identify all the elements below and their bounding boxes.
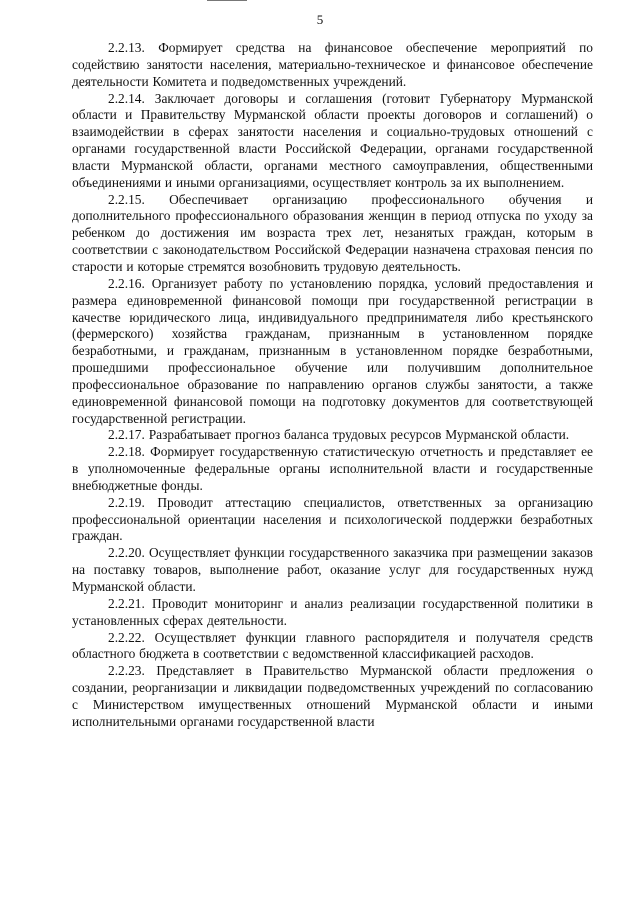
paragraph-2-2-20 [72, 545, 593, 596]
paragraph-number: 2.2.15. [108, 191, 145, 207]
paragraph-text: Формирует средства на финансовое обеспечение мероприятий по содействию занятости населения, материально-техническое и финансовое обеспечение деятельности Комитета и подведомственных учреждений. [72, 40, 593, 89]
paragraph-2-2-16 [72, 276, 593, 428]
paragraph-2-2-18 [72, 444, 593, 495]
paragraph-number: 2.2.13. [108, 40, 145, 55]
paragraph-text: Формирует государственную статистическую отчетность и представляет ее в уполномоченные федеральные органы исполнительной власти и государственные внебюджетные фонды. [72, 444, 593, 493]
paragraph-text: Осуществляет функции главного распорядителя и получателя средств областного бюджета в соответствии с ведомственной классификацией расходов. [72, 629, 593, 662]
paragraph-number: 2.2.17. [108, 427, 145, 443]
paragraph-number: 2.2.16. [108, 275, 145, 291]
paragraph-text: Разрабатывает прогноз баланса трудовых ресурсов Мурманской области. [148, 427, 570, 443]
paragraph-2-2-23 [72, 663, 593, 730]
paragraph-number: 2.2.19. [108, 494, 145, 510]
paragraph-text: Обеспечивает организацию профессионального обучения и дополнительного профессионального образования женщин в период отпуска по уходу за ребенком до достижения им возраста трех лет, незанятых граждан, которым в соответствии с законодательством Российской Федерации назначена страховая пенсия по старости и которые стремятся возобновить трудовую деятельность. [72, 191, 593, 274]
paragraph-2-2-22 [72, 630, 593, 664]
paragraph-text: Представляет в Правительство Мурманской области предложения о создании, реорганизации и ликвидации подведомственных учреждений по согласованию с Министерством имущественных отношений Мурманской области и иными исполнительными органами государственной власти [72, 663, 593, 729]
paragraph-2-2-15 [72, 192, 593, 276]
paragraph-number: 2.2.14. [108, 90, 145, 106]
paragraph-2-2-19 [72, 495, 593, 546]
paragraph-number: 2.2.18. [108, 444, 145, 460]
paragraph-number: 2.2.21. [108, 595, 145, 611]
paragraph-text: Заключает договоры и соглашения (готовит Губернатору Мурманской области и Правительству Мурманской области проекты договоров и соглашений) о взаимодействии в сферах занятости населения и социально-трудовых отношений с органами государственной власти Российской Федерации, органами государственной власти Мурманской области, органами местного самоуправления, общественными объединениями и иными организациями, осуществляет контроль за их выполнением. [72, 90, 593, 190]
paragraph-text: Организует работу по установлению порядка, условий предоставления и размера единовременной финансовой помощи при государственной регистрации в качестве юридического лица, индивидуального предпринимателя либо крестьянского (фермерского) хозяйства гражданам, признанным в установленном порядке безработными, и гражданам, признанным в установленном порядке безработными, прошедшими профессиональное обучение или получившим дополнительное профессиональное образование по направлению органов службы занятости, а также единовременной финансовой помощи на подготовку документов для соответствующей государственной регистрации. [72, 275, 593, 426]
page-number: 5 [316, 12, 324, 27]
paragraph-text: Осуществляет функции государственного заказчика при размещении заказов на поставку товаров, выполнение работ, оказание услуг для государственных нужд Мурманской области. [72, 545, 593, 594]
paragraph-2-2-17 [72, 427, 593, 444]
paragraph-2-2-21 [72, 596, 593, 630]
top-edge-mark [207, 0, 247, 3]
document-body [72, 40, 593, 731]
paragraph-number: 2.2.22. [108, 629, 145, 645]
paragraph-number: 2.2.20. [108, 545, 145, 561]
paragraph-text: Проводит мониторинг и анализ реализации государственной политики в установленных сферах деятельности. [72, 595, 593, 628]
paragraph-2-2-14 [72, 91, 593, 192]
paragraph-number: 2.2.23. [108, 663, 145, 679]
paragraph-text: Проводит аттестацию специалистов, ответственных за организацию профессиональной ориентации населения и психологической поддержки безработных граждан. [72, 494, 593, 544]
paragraph-2-2-13 [72, 40, 593, 91]
